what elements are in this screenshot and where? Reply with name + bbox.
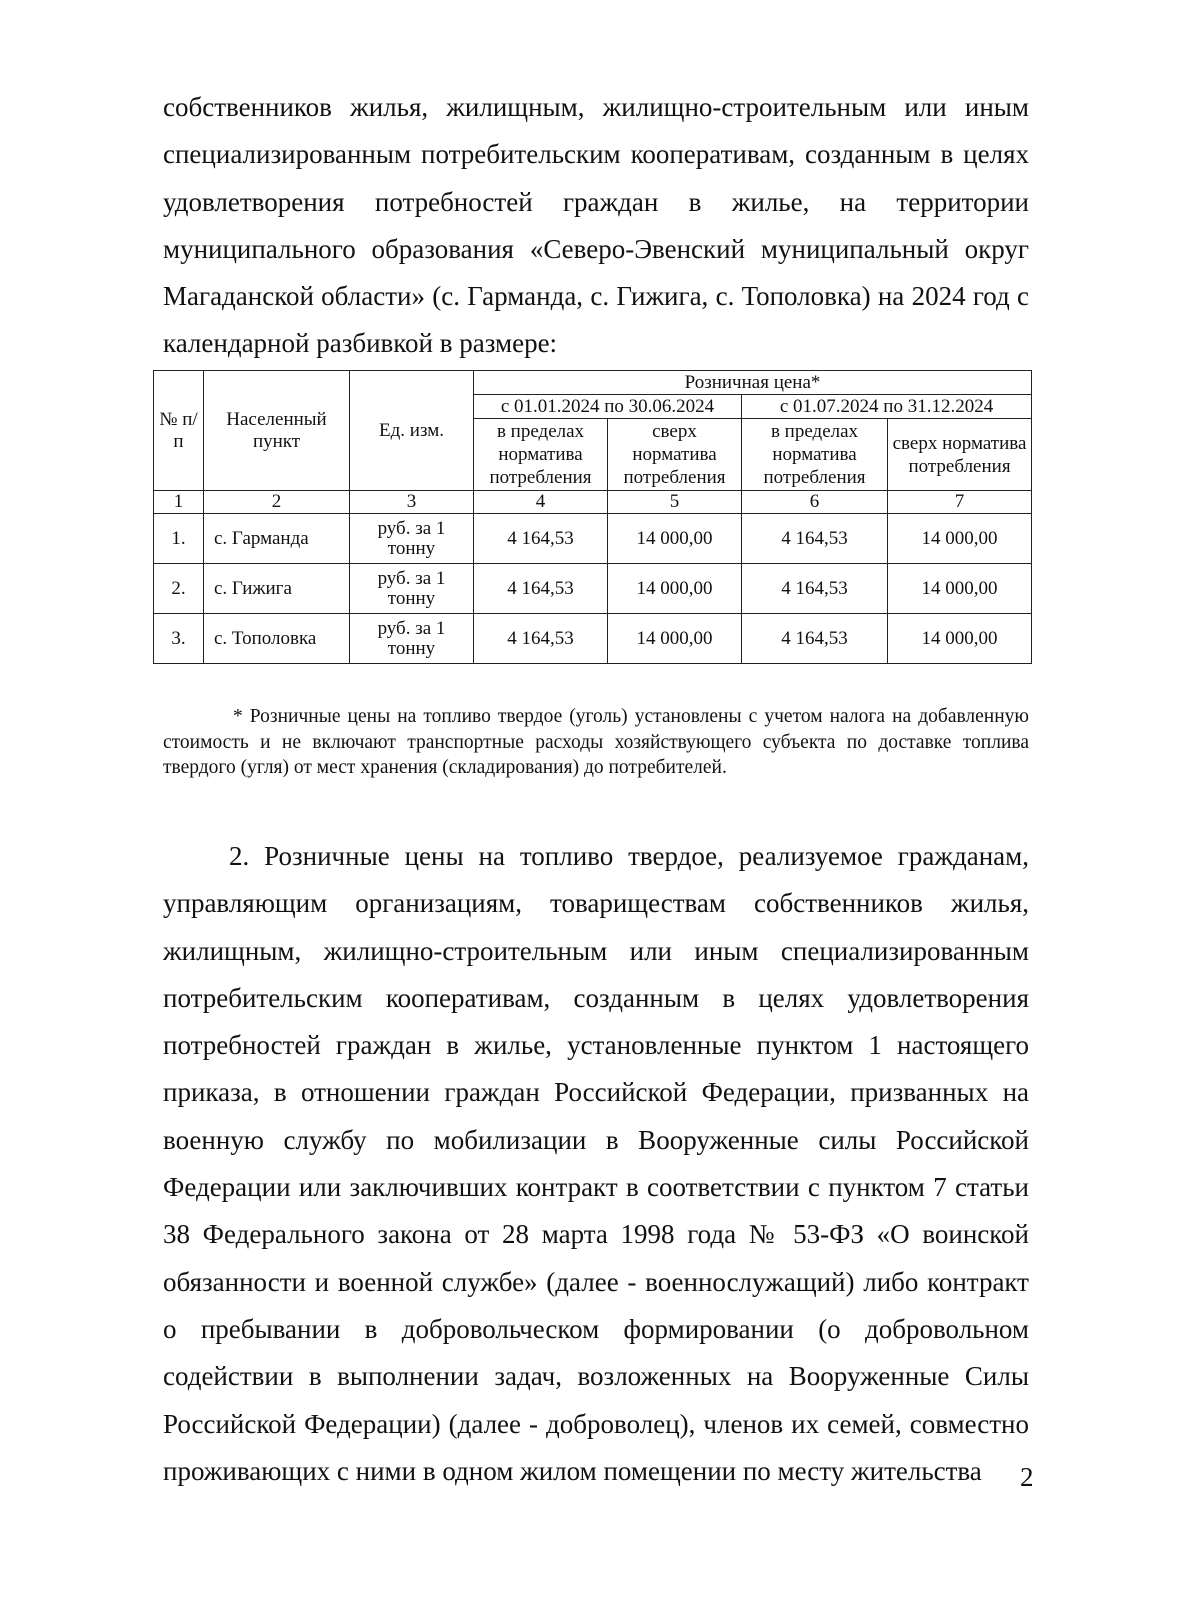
row-p1-within: 4 164,53 <box>474 564 608 614</box>
header-retail-price: Розничная цена* <box>474 371 1032 395</box>
row-unit: руб. за 1 тонну <box>350 514 474 564</box>
column-number: 3 <box>350 491 474 514</box>
footnote: * Розничные цены на топливо твердое (уголь) установлены с учетом налога на добавленную стоимость и не включают транспортные расходы хозяйствующего субъекта по доставке топлива твердого (угля) от мест хранения (складирования) до потребителей. <box>163 706 1029 778</box>
table-row <box>154 614 1032 664</box>
paragraph-intro: собственников жилья, жилищным, жилищно-строительным или иным специализированным потребительским кооперативам, созданным в целях удовлетворения потребностей граждан в жилье, на территории муниципального образования «Северо-Эвенский муниципальный округ Магаданской области» (с. Гарманда, с. Гижига, с. Тополовка) на 2024 год с календарной разбивкой в размере: <box>163 92 1029 359</box>
row-unit: руб. за 1 тонну <box>350 564 474 614</box>
table-row <box>154 514 1032 564</box>
price-table <box>153 370 1032 664</box>
row-p1-above: 14 000,00 <box>608 514 742 564</box>
row-p2-above: 14 000,00 <box>888 514 1032 564</box>
row-p2-above: 14 000,00 <box>888 564 1032 614</box>
row-p2-within: 4 164,53 <box>742 614 888 664</box>
column-number: 1 <box>154 491 204 514</box>
header-p2-within-norm: в пределах норматива потребления <box>742 419 888 491</box>
header-num: № п/п <box>154 371 204 491</box>
header-p1-above-norm: сверх норматива потребления <box>608 419 742 491</box>
row-place: с. Гарманда <box>204 514 350 564</box>
row-p2-above: 14 000,00 <box>888 614 1032 664</box>
column-number-row <box>154 491 1032 514</box>
row-p1-above: 14 000,00 <box>608 564 742 614</box>
row-p1-above: 14 000,00 <box>608 614 742 664</box>
column-number: 7 <box>888 491 1032 514</box>
header-p1-within-norm: в пределах норматива потребления <box>474 419 608 491</box>
paragraph-item-2: 2. Розничные цены на топливо твердое, реализуемое гражданам, управляющим организациям, товариществам собственников жилья, жилищным, жилищно-строительным или иным специализированным потребительским кооперативам, созданным в целях удовлетворения потребностей граждан в жилье, установленные пунктом 1 настоящего приказа, в отношении граждан Российской Федерации, призванных на военную службу по мобилизации в Вооруженные силы Российской Федерации или заключивших контракт в соответствии с пунктом 7 статьи 38 Федерального закона от 28 марта 1998 года № 53-ФЗ «О воинской обязанности и военной службе» (далее - военнослужащий) либо контракт о пребывании в добровольческом формировании (о добровольном содействии в выполнении задач, возложенных на Вооруженные Силы Российской Федерации) (далее - доброволец), членов их семей, совместно проживающих с ними в одном жилом помещении по месту жительства <box>163 841 1029 1486</box>
table-header <box>154 371 1032 514</box>
column-number: 2 <box>204 491 350 514</box>
page-number: 2 <box>1020 1462 1034 1492</box>
row-p2-within: 4 164,53 <box>742 514 888 564</box>
row-p1-within: 4 164,53 <box>474 614 608 664</box>
row-p1-within: 4 164,53 <box>474 514 608 564</box>
header-period-1: с 01.01.2024 по 30.06.2024 <box>474 395 742 419</box>
row-p2-within: 4 164,53 <box>742 564 888 614</box>
column-number: 6 <box>742 491 888 514</box>
row-unit: руб. за 1 тонну <box>350 614 474 664</box>
header-unit: Ед. изм. <box>350 371 474 491</box>
row-place: с. Тополовка <box>204 614 350 664</box>
row-num: 2. <box>154 564 204 614</box>
column-number: 4 <box>474 491 608 514</box>
table-row <box>154 564 1032 614</box>
row-num: 1. <box>154 514 204 564</box>
row-place: с. Гижига <box>204 564 350 614</box>
column-number: 5 <box>608 491 742 514</box>
header-place: Населенный пункт <box>204 371 350 491</box>
row-num: 3. <box>154 614 204 664</box>
header-period-2: с 01.07.2024 по 31.12.2024 <box>742 395 1032 419</box>
table-body <box>154 514 1032 664</box>
header-p2-above-norm: сверх норматива потребления <box>888 419 1032 491</box>
